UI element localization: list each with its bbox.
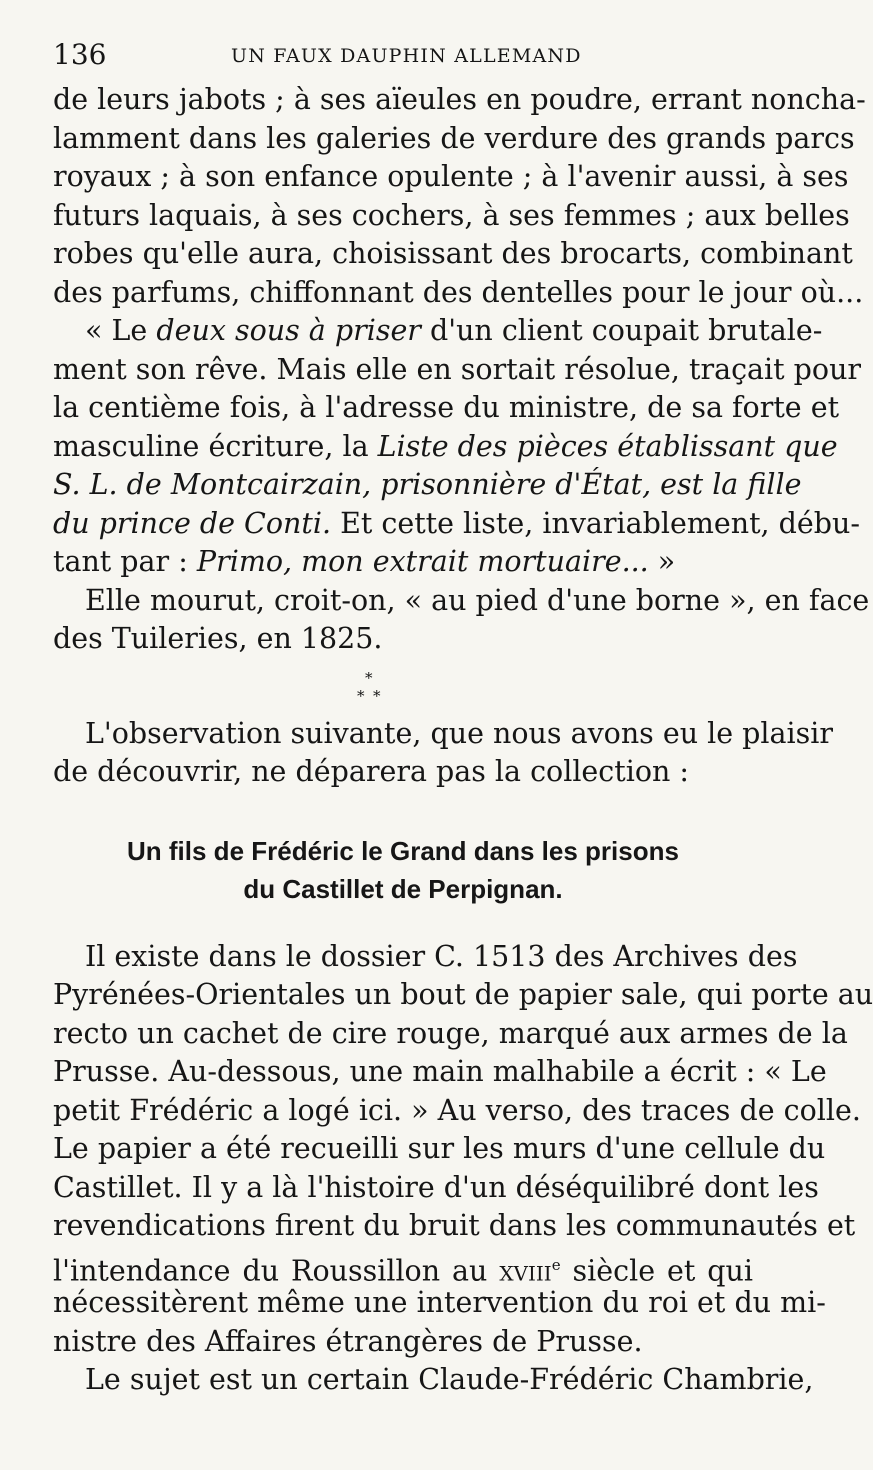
italic-text: deux sous à priser bbox=[156, 314, 421, 347]
text-line: royaux ; à son enfance opulente ; à l'avenir aussi, à ses bbox=[53, 160, 849, 193]
paragraph bbox=[53, 81, 866, 312]
text-line: futurs laquais, à ses cochers, à ses femmes ; aux belles bbox=[53, 198, 850, 232]
text-line bbox=[53, 428, 838, 467]
text-run: Et cette liste, invariablement, débu- bbox=[331, 506, 861, 540]
text-line: de leurs jabots ; à ses aïeules en poudre, errant noncha- bbox=[53, 83, 866, 116]
text-line bbox=[53, 466, 802, 505]
italic-text: S. L. de Montcairzain, prisonnière d'État, est la fille bbox=[53, 468, 802, 501]
text-line: Le papier a été recueilli sur les murs d'une cellule du bbox=[53, 1132, 826, 1165]
text-run: « Le bbox=[85, 314, 157, 347]
text-line bbox=[53, 505, 861, 544]
italic-text: Liste des pièces établissant que bbox=[377, 429, 838, 463]
section-heading-line: Un fils de Frédéric le Grand dans les prisons bbox=[127, 835, 679, 866]
text-line: revendications firent du bruit dans les communautés et bbox=[53, 1209, 856, 1242]
century-numeral: xviii bbox=[499, 1254, 552, 1287]
text-run: masculine écriture, la bbox=[53, 429, 378, 463]
italic-text: Primo, mon extrait mortuaire... bbox=[196, 545, 649, 578]
text-line: lamment dans les galeries de verdure des grands parcs bbox=[53, 121, 855, 155]
running-title: UN FAUX DAUPHIN ALLEMAND bbox=[231, 45, 582, 67]
section-heading bbox=[53, 832, 753, 908]
paragraph bbox=[53, 582, 870, 659]
text-line: ment son rêve. Mais elle en sortait résolue, traçait pour bbox=[53, 352, 862, 386]
section-separator bbox=[53, 659, 753, 715]
text-run: l'intendance du Roussillon au bbox=[53, 1254, 500, 1287]
text-line: nécessitèrent même une intervention du roi et du mi- bbox=[53, 1286, 826, 1319]
body-text bbox=[53, 81, 873, 1400]
text-line: robes qu'elle aura, choisissant des brocarts, combinant bbox=[53, 237, 853, 270]
paragraph bbox=[53, 1361, 814, 1400]
separator-star: * bbox=[357, 686, 365, 705]
separator-star: * bbox=[365, 668, 373, 687]
text-line: Castillet. Il y a là l'histoire d'un déséquilibré dont les bbox=[53, 1170, 819, 1204]
page-header bbox=[53, 38, 753, 72]
paragraph bbox=[53, 715, 834, 792]
text-line: des Tuileries, en 1825. bbox=[53, 622, 383, 655]
text-run: » bbox=[648, 545, 676, 578]
separator-star: * bbox=[373, 686, 381, 705]
text-line: L'observation suivante, que nous avons eu le plaisir bbox=[85, 716, 834, 750]
superscript: e bbox=[551, 1255, 561, 1274]
text-line bbox=[53, 543, 753, 582]
text-line bbox=[53, 1246, 753, 1285]
text-line: Le sujet est un certain Claude-Frédéric Chambrie, bbox=[85, 1363, 814, 1396]
section-heading-line: du Castillet de Perpignan. bbox=[243, 873, 563, 904]
text-line: recto un cachet de cire rouge, marqué aux armes de la bbox=[53, 1016, 848, 1050]
text-line: Prusse. Au-dessous, une main malhabile a écrit : « Le bbox=[53, 1055, 827, 1088]
text-line: Pyrénées-Orientales un bout de papier sale, qui porte au bbox=[53, 978, 873, 1011]
text-line: de découvrir, ne déparera pas la collection : bbox=[53, 755, 690, 788]
spacer bbox=[53, 908, 753, 938]
text-line: nistre des Affaires étrangères de Prusse. bbox=[53, 1324, 643, 1358]
text-line: Il existe dans le dossier C. 1513 des Archives des bbox=[85, 939, 798, 973]
italic-text: du prince de Conti. bbox=[53, 506, 332, 540]
text-line bbox=[53, 312, 823, 351]
text-line: la centième fois, à l'adresse du ministre, de sa forte et bbox=[53, 391, 840, 424]
text-line: petit Frédéric a logé ici. » Au verso, des traces de colle. bbox=[53, 1093, 861, 1127]
text-line: Elle mourut, croit-on, « au pied d'une borne », en face bbox=[85, 583, 870, 617]
page-number: 136 bbox=[53, 38, 107, 71]
text-run: d'un client coupait brutale- bbox=[420, 314, 823, 347]
paragraph bbox=[53, 312, 862, 582]
text-run: tant par : bbox=[53, 545, 197, 578]
text-run: siècle et qui bbox=[560, 1254, 753, 1287]
text-line: des parfums, chiffonnant des dentelles pour le jour où... bbox=[53, 275, 864, 309]
spacer bbox=[53, 792, 753, 832]
paragraph bbox=[53, 938, 873, 1362]
